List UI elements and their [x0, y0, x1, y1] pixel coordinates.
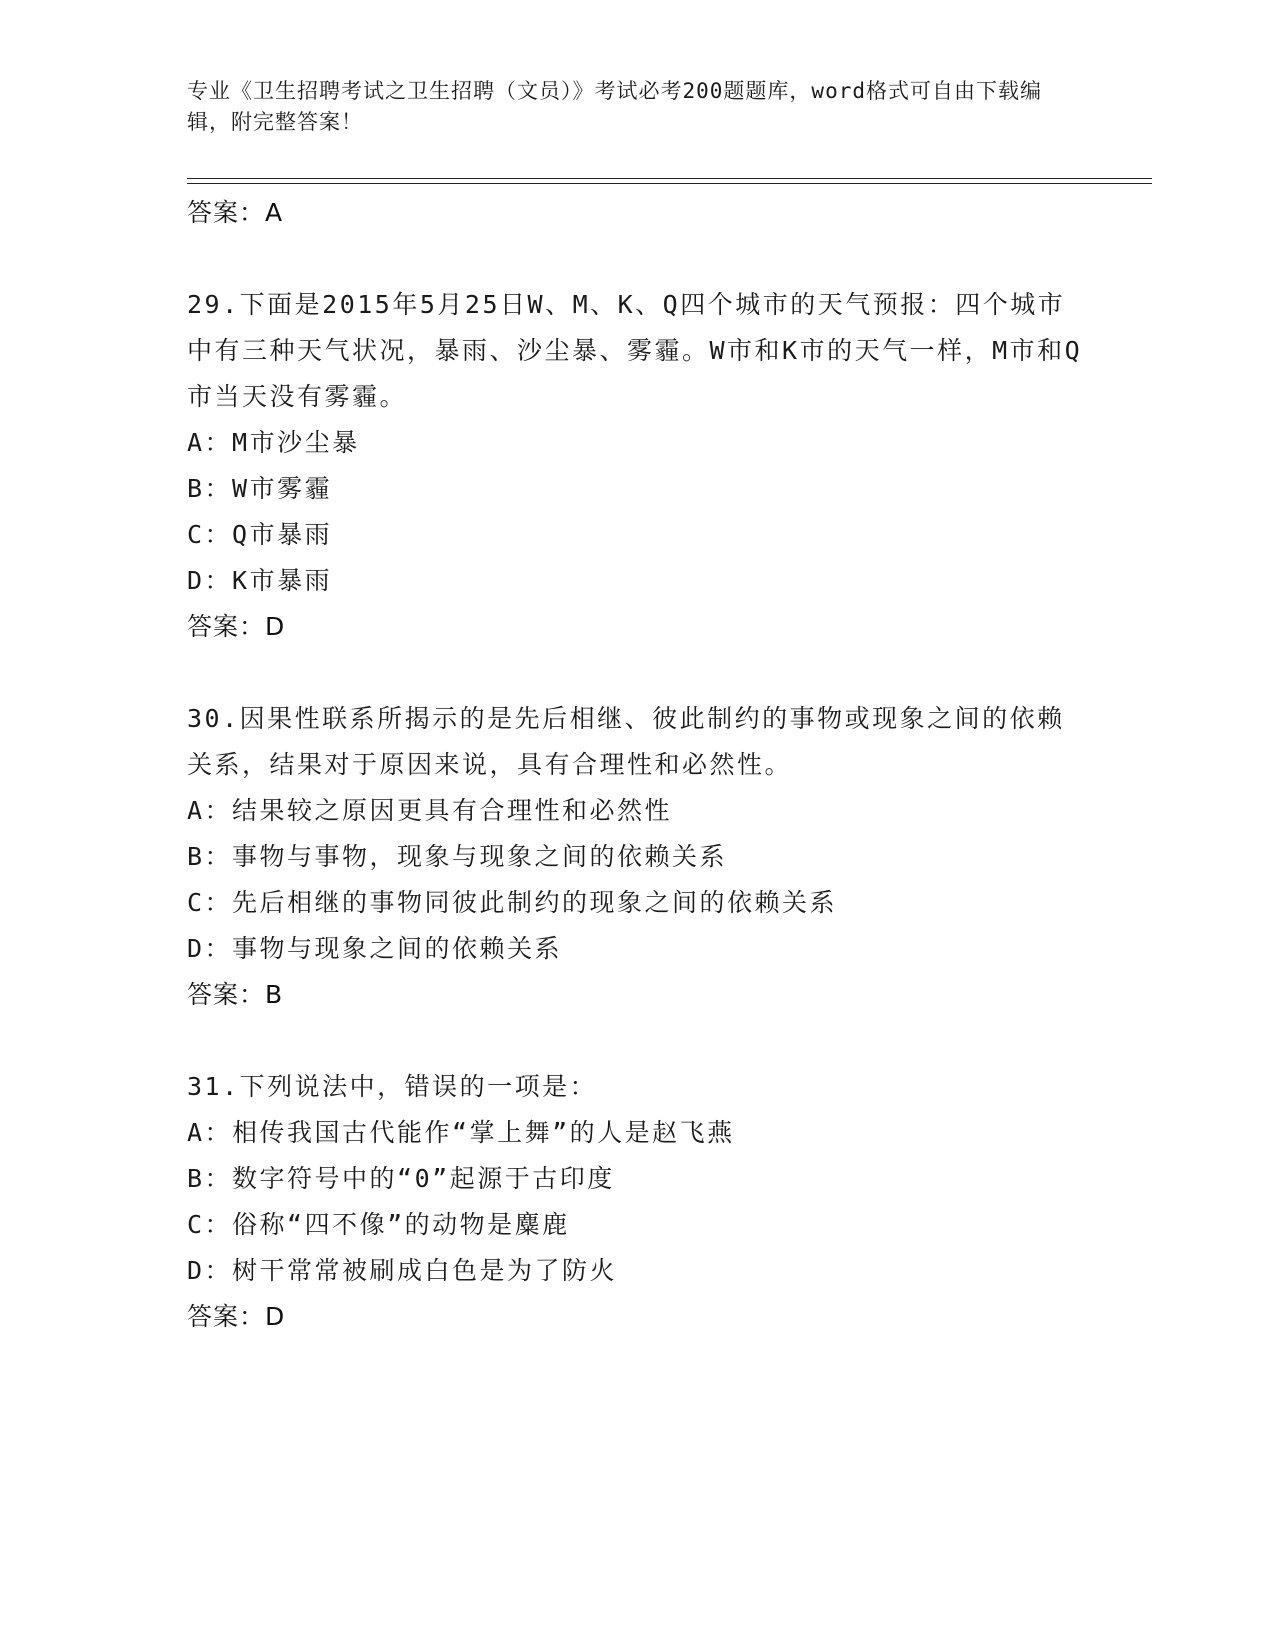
question-list [187, 190, 1087, 1340]
answer-line: 答案：D [187, 612, 286, 641]
question-stem: 29.下面是2015年5月25日W、M、K、Q四个城市的天气预报：四个城市中有三种天气状况，暴雨、沙尘暴、雾霾。W市和K市的天气一样，M市和Q市当天没有雾霾。 [187, 290, 1083, 411]
header-rule-top [187, 178, 1152, 179]
spacer [187, 236, 1087, 282]
option-a: A：相传我国古代能作“掌上舞”的人是赵飞燕 [187, 1118, 735, 1147]
answer-line: 答案：A [187, 198, 284, 227]
answer-line: 答案：D [187, 1302, 286, 1331]
answer-line: 答案：B [187, 980, 284, 1009]
option-d: D：事物与现象之间的依赖关系 [187, 934, 563, 963]
option-b: B：事物与事物，现象与现象之间的依赖关系 [187, 842, 728, 871]
option-c: C：俗称“四不像”的动物是麋鹿 [187, 1210, 570, 1239]
question-29 [187, 282, 1087, 650]
option-c: C：Q市暴雨 [187, 520, 333, 549]
question-stem: 30.因果性联系所揭示的是先后相继、彼此制约的事物或现象之间的依赖关系，结果对于原因来说，具有合理性和必然性。 [187, 704, 1065, 779]
option-b: B：W市雾霾 [187, 474, 333, 503]
document-header: 专业《卫生招聘考试之卫生招聘（文员）》考试必考200题题库，word格式可自由下载编辑，附完整答案！ [187, 79, 1042, 134]
option-a: A：结果较之原因更具有合理性和必然性 [187, 796, 673, 825]
question-stem: 31.下列说法中，错误的一项是： [187, 1072, 598, 1101]
question-30 [187, 696, 1087, 1018]
spacer [187, 650, 1087, 696]
option-d: D：K市暴雨 [187, 566, 333, 595]
question-31 [187, 1064, 1087, 1340]
header-rule-bottom [187, 183, 1152, 184]
spacer [187, 1018, 1087, 1064]
option-b: B：数字符号中的“0”起源于古印度 [187, 1164, 615, 1193]
option-c: C：先后相继的事物同彼此制约的现象之间的依赖关系 [187, 888, 838, 917]
option-a: A：M市沙尘暴 [187, 428, 360, 457]
option-d: D：树干常常被刷成白色是为了防火 [187, 1256, 618, 1285]
